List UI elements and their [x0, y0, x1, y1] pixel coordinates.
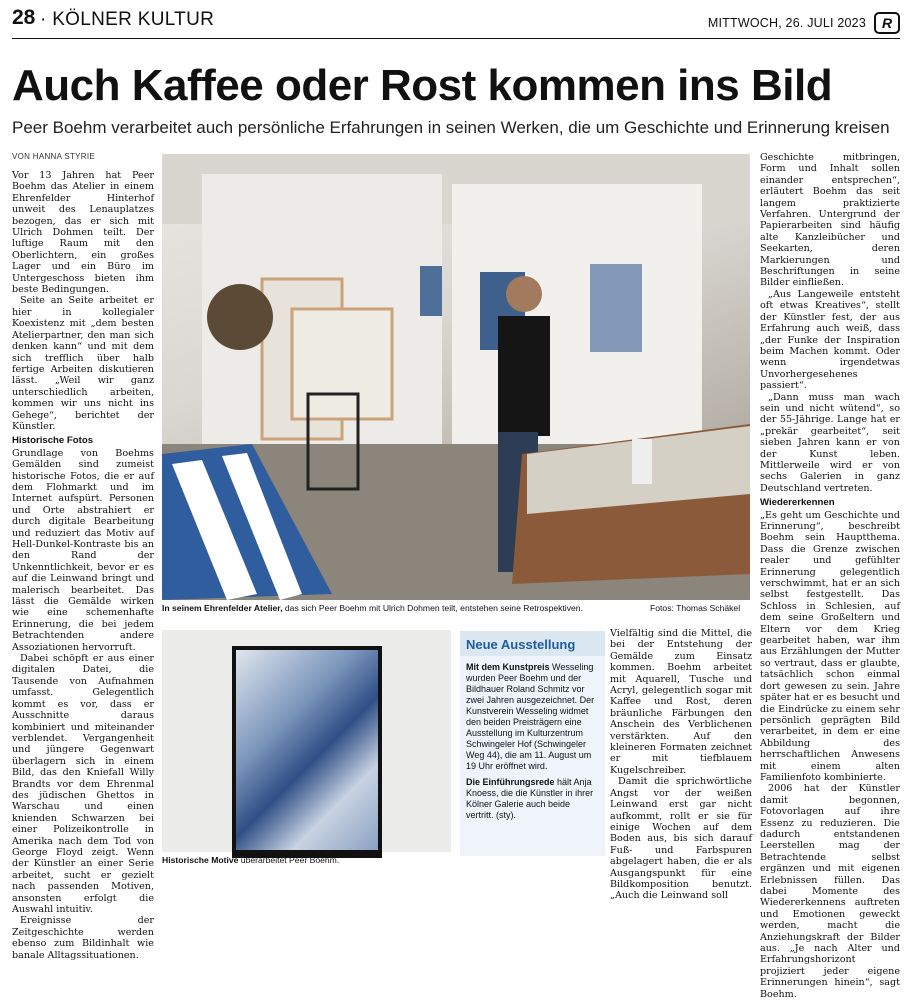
article-column-1 — [12, 170, 154, 961]
paragraph: „Aus Langeweile entsteht oft etwas Kreatives“, stellt der Künstler fest, der aus Erfahrung auch weiß, dass „der Funke der Inspiration beim Machen kommt. Oder wenn irgendetwas Unvorhergesehenes passiert“. — [760, 288, 900, 392]
paragraph: Vielfältig sind die Mittel, die bei der Entstehung der Gemälde zum Einsatz kommen. Boehm arbeitet mit Aquarell, Tusche und Acryl, gelegentlich sogar mit Kaffee und Rost, deren bräunliche Färbungen den Anschein des Verblichenen verstärkten. Auf den kleineren Formaten zeichnet er mit tiefblauem Kugelschreiber. — [610, 628, 752, 776]
article-column-4 — [760, 152, 900, 1000]
page-number: 28 — [12, 6, 36, 29]
caption-bold: Historische Motive — [162, 855, 239, 865]
paragraph: Grundlage von Boehms Gemälden sind zumeist historische Fotos, die er auf dem Flohmarkt und im Internet aufspürt. Personen und Orte abstrahiert er durch digitale Bearbeitung und reduziert das Motiv auf Hell-Dunkel-Kontraste bis an den Rand der Unkenntlichkeit, bevor er es auf die Leinwand bringt und malerisch bearbeitet. Das lässt die Gemälde wirken wie eine schemenhafte Erinnerung, die bei jedem Betrachtenden andere Assoziationen hervorruft. — [12, 447, 154, 653]
caption-bold: In seinem Ehrenfelder Atelier, — [162, 603, 283, 613]
atelier-photo-illustration — [162, 154, 750, 600]
paragraph: 2006 hat der Künstler damit begonnen, Fotovorlagen auf ihre Essenz zu reduzieren. Die dadurch entstandenen Leerstellen mag der Betrachtende selbst ergänzen und mit eigenen Erlebnissen füllen. Das dabei Momente des Wiedererkennens auftreten und Emotionen geweckt werden, macht die Anziehungskraft der Bilder aus. „Je nach Alter und Erfahrungshorizont projiziert jeder eigene Erinnerungen hinein“, sagt Boehm. — [760, 783, 900, 1000]
caption-text: das sich Peer Boehm mit Ulrich Dohmen teilt, entstehen seine Retrospektiven. — [282, 603, 583, 613]
article-headline: Auch Kaffee oder Rost kommen ins Bild — [12, 61, 833, 110]
painting-canvas — [236, 650, 378, 850]
atelier-photo — [162, 154, 750, 600]
photo-credit: Fotos: Thomas Schäkel — [650, 603, 741, 613]
paragraph: Vor 13 Jahren hat Peer Boehm das Atelier in einem Ehrenfelder Hinterhof unweit des Lenauplatzes bezogen, das er sich mit Ulrich Dohmen teilt. Der luftige Raum mit den Oberlichtern, ein großes Lager und ein Büro im Untergeschoss bieten ihm beste Bedingungen. — [12, 170, 154, 296]
infobox-title: Neue Ausstellung — [460, 631, 605, 656]
infobox-text: hält Anja Knoess, die die Künstler in ihrer Kölner Galerie auch beide vertritt. (sty). — [466, 777, 594, 820]
section-title: · KÖLNER KULTUR — [40, 9, 215, 30]
infobox-lead: Die Einführungsrede — [466, 777, 555, 787]
paragraph: „Es geht um Geschichte und Erinnerung“, beschreibt Boehm sein Hauptthema. Dass die Grenze zwischen realer und gefühlter Erinnerung gelegentlich verschwimmt, hat er an sich selbst festgestellt. Das Schloss in Schlesien, auf dem seine Großeltern und Eltern vor dem Krieg gearbeitet haben, war ihm aus Erzählungen der Mutter so vertraut, dass er glaubte, tatsächlich schon einmal dort gewesen zu sein. Jahre später hat er es besucht und die Eindrücke zu einem sehr persönlich geprägten Bild verarbeitet, in dem er eine Abbildung des herrschaftlichen Anwesens mit einem alten Familienfoto kombinierte. — [760, 509, 900, 783]
paragraph: Dabei schöpft er aus einer digitalen Datei, die Tausende von Aufnahmen umfasst. Gelegentlich kommt es vor, dass er Ausschnitte daraus kombiniert und miteinander verblendet. Vergangenheit und jüngere Gegenwart überlagern sich in einem Bild, das den Kniefall Willy Brandts vor dem Ehrenmal des jüdischen Ghettos in Warschau und einen knienden Schwarzen bei einer Polizeikontrolle in Amerika nach dem Tod von George Floyd zeigt. Wenn der Künstler an einer Serie arbeitet, sucht er gezielt nach passenden Motiven, ansonsten erfolgt die Auswahl intuitiv. — [12, 653, 154, 915]
issue-date: MITTWOCH, 26. JULI 2023 — [707, 16, 866, 30]
paragraph: Damit die sprichwörtliche Angst vor der weißen Leinwand erst gar nicht aufkommt, rollt er sie für einige Wochen auf dem Boden aus, bis sich darauf Fuß- und Farbspuren abgelagert haben, die er als Ausgangspunkt für eine Bildkomposition benutzt. „Auch die Leinwand soll — [610, 776, 752, 902]
paragraph: Geschichte mitbringen, Form und Inhalt sollen einander entsprechen“, erläutert Boehm das seit langem praktizierte Verfahren. Untergrund der Papierarbeiten sind häufig alte Kanzleibücher und Seekarten, deren Markierungen und Beschriftungen in seine Bilder einfließen. — [760, 152, 900, 289]
newspaper-logo: R — [874, 12, 900, 34]
subheading: Wiedererkennen — [760, 497, 835, 509]
infobox-lead: Mit dem Kunstpreis — [466, 662, 550, 672]
infobox-text: Wesseling wurden Peer Boehm und der Bildhauer Roland Schmitz vor zwei Jahren ausgezeichnet. Der Kunstverein Wesseling widmet den beiden Preisträgern eine Ausstellung im Kulturzentrum Schwingeler Hof (Schwingeler Weg 44), die am 11. August um 19 Uhr eröffnet wird. — [466, 662, 595, 771]
byline: VON HANNA STYRIE — [12, 152, 96, 161]
painting-caption — [162, 855, 452, 865]
paragraph: „Dann muss man wach sein und nicht wütend“, so der 55-Jährige. Lange hat er „prekär gearbeitet“, seit sieben Jahren kann er von der Kunst leben. Mittlerweile wird er von sechs Galerien in ganz Deutschland vertreten. — [760, 391, 900, 494]
historic-painting — [232, 646, 382, 858]
caption-text: überarbeitet Peer Boehm. — [238, 855, 340, 865]
paragraph: Seite an Seite arbeitet er hier in kollegialer Koexistenz mit „dem besten Atelierpartner, den man sich denken kann“ und mit dem sich trefflich über halb fertige Arbeiten diskutieren lässt. „Weil wir ganz unterschiedlich arbeiten, kommen wir uns nicht ins Gehege“, berichtet der Künstler. — [12, 295, 154, 432]
exhibition-infobox — [460, 631, 605, 826]
article-column-3 — [610, 628, 752, 902]
article-subheadline: Peer Boehm verarbeitet auch persönliche Erfahrungen in seinen Werken, die um Geschichte und Erinnerung kreisen — [12, 118, 890, 137]
page-header — [12, 4, 900, 39]
paragraph: Ereignisse der Zeitgeschichte werden ebenso zum Bildinhalt wie banale Alltagssituationen. — [12, 915, 154, 961]
subheading: Historische Fotos — [12, 435, 94, 447]
